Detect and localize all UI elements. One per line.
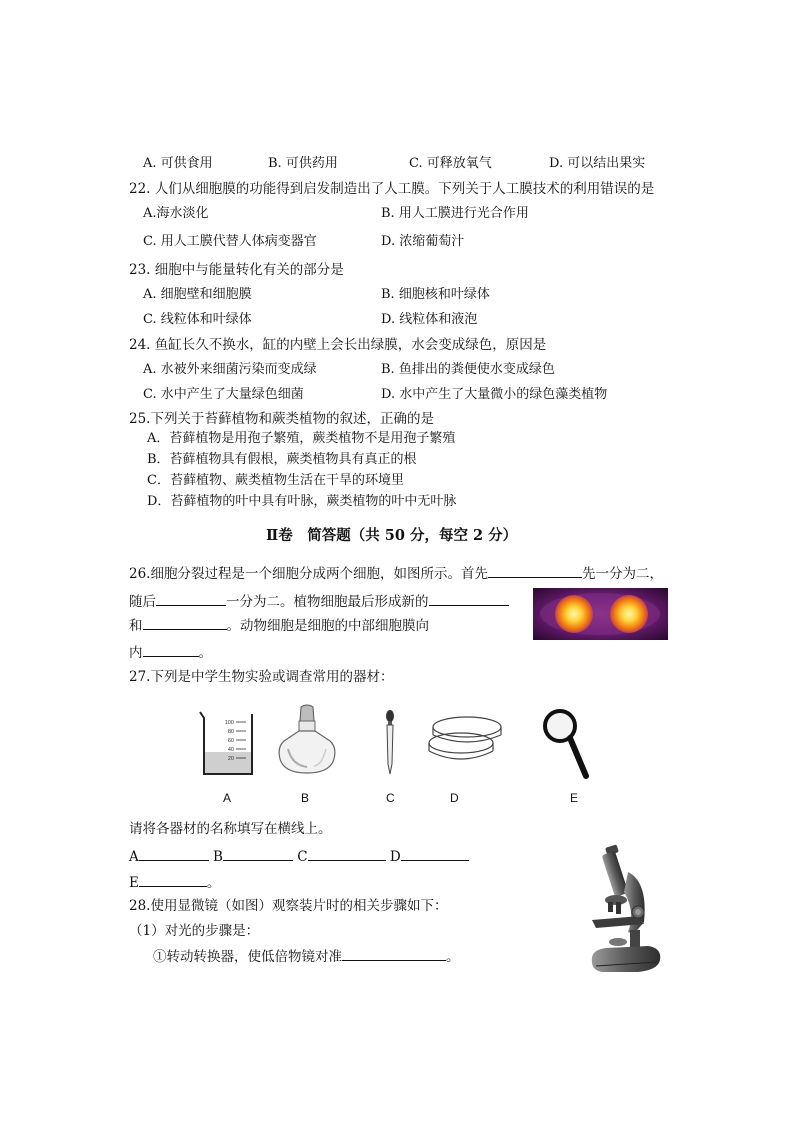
q22-stem: 22. 人们从细胞膜的功能得到启发制造出了人工膜。下列关于人工膜技术的利用错误的是 bbox=[129, 181, 655, 197]
q23-option-b: B. 细胞核和叶绿体 bbox=[381, 287, 490, 302]
q28-step-1 bbox=[153, 946, 460, 966]
q26-text-2a: 随后 bbox=[129, 594, 156, 610]
blank-label-d: D bbox=[389, 849, 401, 865]
blank-label-a: A bbox=[129, 849, 139, 865]
beaker-tick-80: 80 bbox=[227, 729, 234, 735]
q26-line-4 bbox=[129, 642, 212, 662]
q26-blank-1[interactable] bbox=[488, 563, 582, 578]
reagent-bottle-image bbox=[274, 703, 340, 777]
q27-blank-b[interactable] bbox=[223, 846, 293, 861]
q24-stem: 24. 鱼缸长久不换水，缸的内壁上会长出绿膜，水会变成绿色，原因是 bbox=[129, 337, 547, 353]
q26-line-1 bbox=[129, 563, 663, 583]
beaker-tick-20: 20 bbox=[227, 756, 234, 762]
q28-sub-1: （1）对光的步骤是： bbox=[129, 923, 260, 939]
label-c: C bbox=[386, 791, 395, 805]
q22-option-a: A.海水淡化 bbox=[143, 206, 209, 221]
q28-step-1-end: 。 bbox=[446, 949, 460, 965]
q28-stem: 28.使用显微镜（如图）观察装片时的相关步骤如下： bbox=[129, 898, 448, 914]
q26-line-2 bbox=[129, 591, 509, 611]
q26-blank-2[interactable] bbox=[156, 591, 226, 606]
q27-blanks-line-1 bbox=[129, 846, 469, 866]
q26-text-3b: 。动物细胞是细胞的中部细胞膜向 bbox=[226, 618, 429, 634]
magnifier-image bbox=[541, 706, 593, 782]
q26-text-1a: 26.细胞分裂过程是一个细胞分成两个细胞，如图所示。首先 bbox=[129, 566, 488, 582]
label-d: D bbox=[450, 791, 459, 805]
q23-option-c: C. 线粒体和叶绿体 bbox=[143, 312, 252, 327]
q22-option-d: D. 浓缩葡萄汁 bbox=[381, 234, 465, 249]
beaker-tick-40: 40 bbox=[227, 747, 234, 753]
q27-blank-d[interactable] bbox=[401, 846, 469, 861]
q21-option-d: D. 可以结出果实 bbox=[549, 156, 646, 171]
q26-blank-5[interactable] bbox=[143, 642, 199, 657]
blank-label-e: E bbox=[129, 875, 139, 891]
q27-blank-e[interactable] bbox=[139, 872, 207, 887]
microscope-image bbox=[578, 842, 664, 978]
q27-stem: 27.下列是中学生物实验或调查常用的器材： bbox=[129, 669, 394, 685]
q23-option-d: D. 线粒体和液泡 bbox=[381, 312, 478, 327]
q26-blank-4[interactable] bbox=[143, 615, 227, 630]
q26-blank-3[interactable] bbox=[429, 591, 509, 606]
q26-text-4a: 内 bbox=[129, 645, 143, 661]
q24-option-b: B. 鱼排出的粪便使水变成绿色 bbox=[381, 362, 555, 377]
q24-option-c: C. 水中产生了大量绿色细菌 bbox=[143, 387, 304, 402]
q27-blanks-line-2 bbox=[129, 872, 220, 892]
q21-option-b: B. 可供药用 bbox=[268, 156, 338, 171]
blank-label-b: B bbox=[213, 849, 223, 865]
q26-line-3 bbox=[129, 615, 429, 635]
beaker-tick-100: 100 bbox=[224, 720, 234, 726]
label-b: B bbox=[301, 791, 310, 805]
q21-option-a: A. 可供食用 bbox=[143, 156, 213, 171]
q27-blank-c[interactable] bbox=[308, 846, 386, 861]
q26-text-4b: 。 bbox=[198, 645, 212, 661]
q25-option-a: A．苔藓植物是用孢子繁殖，蕨类植物不是用孢子繁殖 bbox=[147, 431, 456, 446]
q25-stem: 25.下列关于苔藓植物和蕨类植物的叙述，正确的是 bbox=[129, 411, 434, 427]
q25-option-c: C．苔藓植物、蕨类植物生活在干旱的环境里 bbox=[147, 473, 404, 488]
q22-option-c: C. 用人工膜代替人体病变器官 bbox=[143, 234, 317, 249]
section-2-title: Ⅱ卷 简答题（共 50 分，每空 2 分） bbox=[266, 527, 518, 544]
q26-text-3a: 和 bbox=[129, 618, 143, 634]
q24-option-a: A. 水被外来细菌污染而变成绿 bbox=[143, 362, 317, 377]
cell-division-image bbox=[533, 588, 668, 640]
dropper-image bbox=[380, 708, 400, 778]
q25-option-d: D．苔藓植物的叶中具有叶脉，蕨类植物的叶中无叶脉 bbox=[147, 494, 457, 509]
label-e: E bbox=[570, 791, 579, 805]
beaker-image bbox=[196, 708, 258, 778]
q23-option-a: A. 细胞壁和细胞膜 bbox=[143, 287, 252, 302]
label-a: A bbox=[223, 791, 232, 805]
q28-blank-1[interactable] bbox=[342, 946, 446, 961]
petri-dish-image bbox=[423, 713, 505, 765]
q23-stem: 23. 细胞中与能量转化有关的部分是 bbox=[129, 262, 344, 278]
blank-label-c: C bbox=[297, 849, 308, 865]
q24-option-d: D. 水中产生了大量微小的绿色藻类植物 bbox=[381, 387, 608, 402]
q28-step-1-text: ①转动转换器，使低倍物镜对准 bbox=[153, 949, 342, 965]
q27-end: 。 bbox=[206, 875, 221, 891]
q27-instruction: 请将各器材的名称填写在横线上。 bbox=[129, 821, 332, 837]
q22-option-b: B. 用人工膜进行光合作用 bbox=[381, 206, 529, 221]
q26-text-2b: 一分为二。植物细胞最后形成新的 bbox=[226, 594, 429, 610]
q25-option-b: B．苔藓植物具有假根，蕨类植物具有真正的根 bbox=[147, 452, 417, 467]
q21-option-c: C. 可释放氧气 bbox=[409, 156, 492, 171]
q26-text-1b: 先一分为二， bbox=[581, 566, 663, 582]
q27-blank-a[interactable] bbox=[139, 846, 209, 861]
beaker-tick-60: 60 bbox=[227, 738, 234, 744]
